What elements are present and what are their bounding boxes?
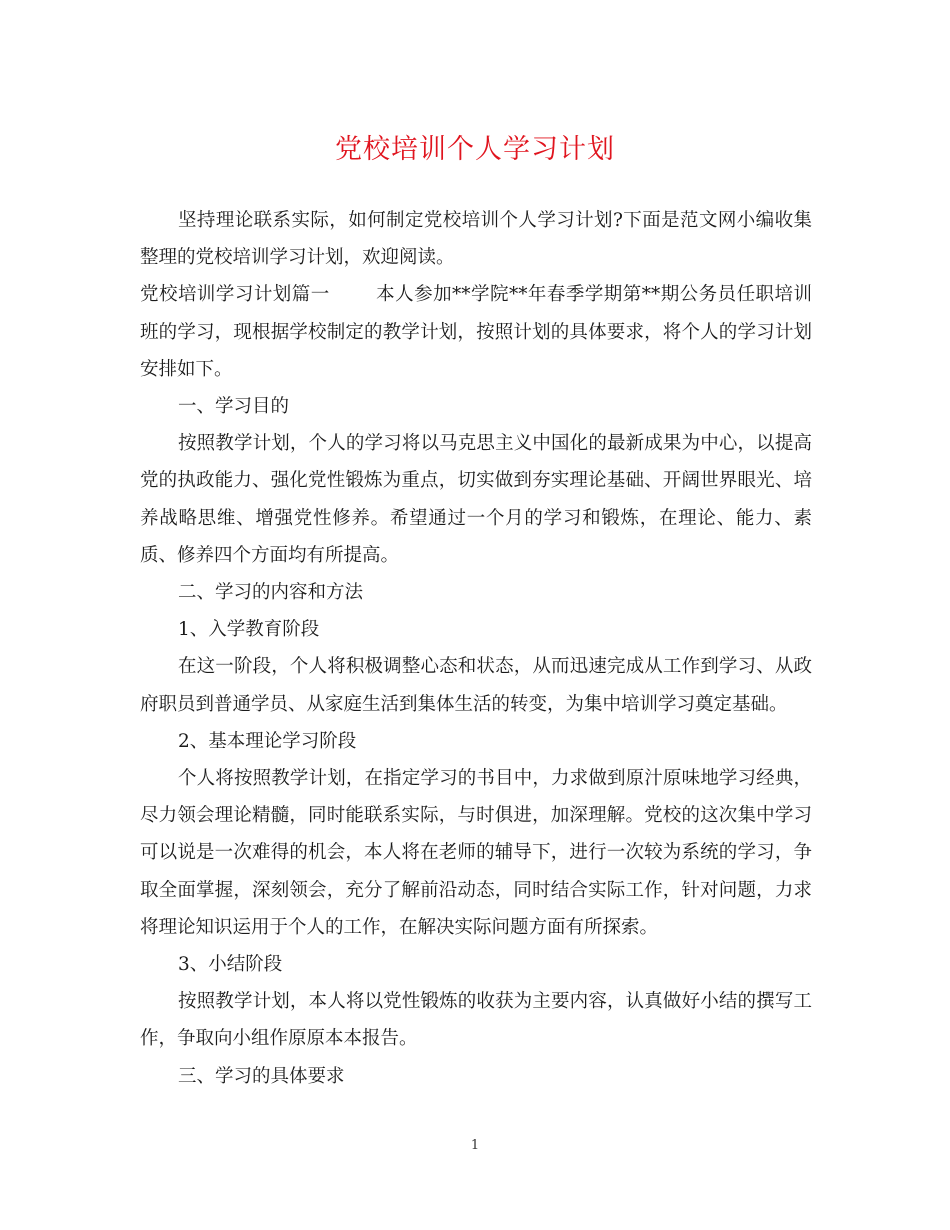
heading-content-and-method: 二、学习的内容和方法 bbox=[178, 582, 364, 604]
document-title: 党校培训个人学习计划 bbox=[335, 134, 615, 165]
heading-study-purpose: 一、学习目的 bbox=[178, 396, 290, 418]
theory-stage-paragraph: 个人将按照教学计划，在指定学习的书目中，力求做到原汁原味地学习经典，尽力领会理论精髓，同时能联系实际，与时俱进，加深理解。党校的这次集中学习可以说是一次难得的机会，本人将在老师的辅导下，进行一次较为系统的学习，争取全面掌握，深刻领会，充分了解前沿动态，同时结合实际工作，针对问题，力求将理论知识运用于个人的工作，在解决实际问题方面有所探索。 bbox=[140, 768, 812, 938]
subheading-orientation-stage: 1、入学教育阶段 bbox=[178, 619, 320, 641]
intro-paragraph: 坚持理论联系实际，如何制定党校培训个人学习计划?下面是范文网小编收集整理的党校培训学习计划，欢迎阅读。 bbox=[140, 210, 812, 269]
document-body bbox=[140, 202, 812, 1095]
section-intro-text: 本人参加**学院**年春季学期第**期公务员任职培训班的学习，现根据学校制定的教学计划，按照计划的具体要求，将个人的学习计划安排如下。 bbox=[140, 284, 812, 380]
subheading-summary-stage: 3、小结阶段 bbox=[178, 954, 283, 976]
summary-stage-paragraph: 按照教学计划，本人将以党性锻炼的收获为主要内容，认真做好小结的撰写工作，争取向小组作原原本本报告。 bbox=[140, 991, 812, 1050]
section-paragraph bbox=[140, 276, 812, 388]
orientation-stage-paragraph: 在这一阶段，个人将积极调整心态和状态，从而迅速完成从工作到学习、从政府职员到普通学员、从家庭生活到集体生活的转变，为集中培训学习奠定基础。 bbox=[140, 656, 812, 715]
section-heading: 党校培训学习计划篇一 bbox=[140, 284, 330, 306]
heading-specific-requirements: 三、学习的具体要求 bbox=[178, 1065, 345, 1087]
study-purpose-paragraph: 按照教学计划，个人的学习将以马克思主义中国化的最新成果为中心，以提高党的执政能力、强化党性锻炼为重点，切实做到夯实理论基础、开阔世界眼光、培养战略思维、增强党性修养。希望通过一个月的学习和锻炼，在理论、能力、素质、修养四个方面均有所提高。 bbox=[140, 433, 812, 566]
page-number: 1 bbox=[470, 1138, 480, 1153]
subheading-theory-stage: 2、基本理论学习阶段 bbox=[178, 730, 357, 752]
